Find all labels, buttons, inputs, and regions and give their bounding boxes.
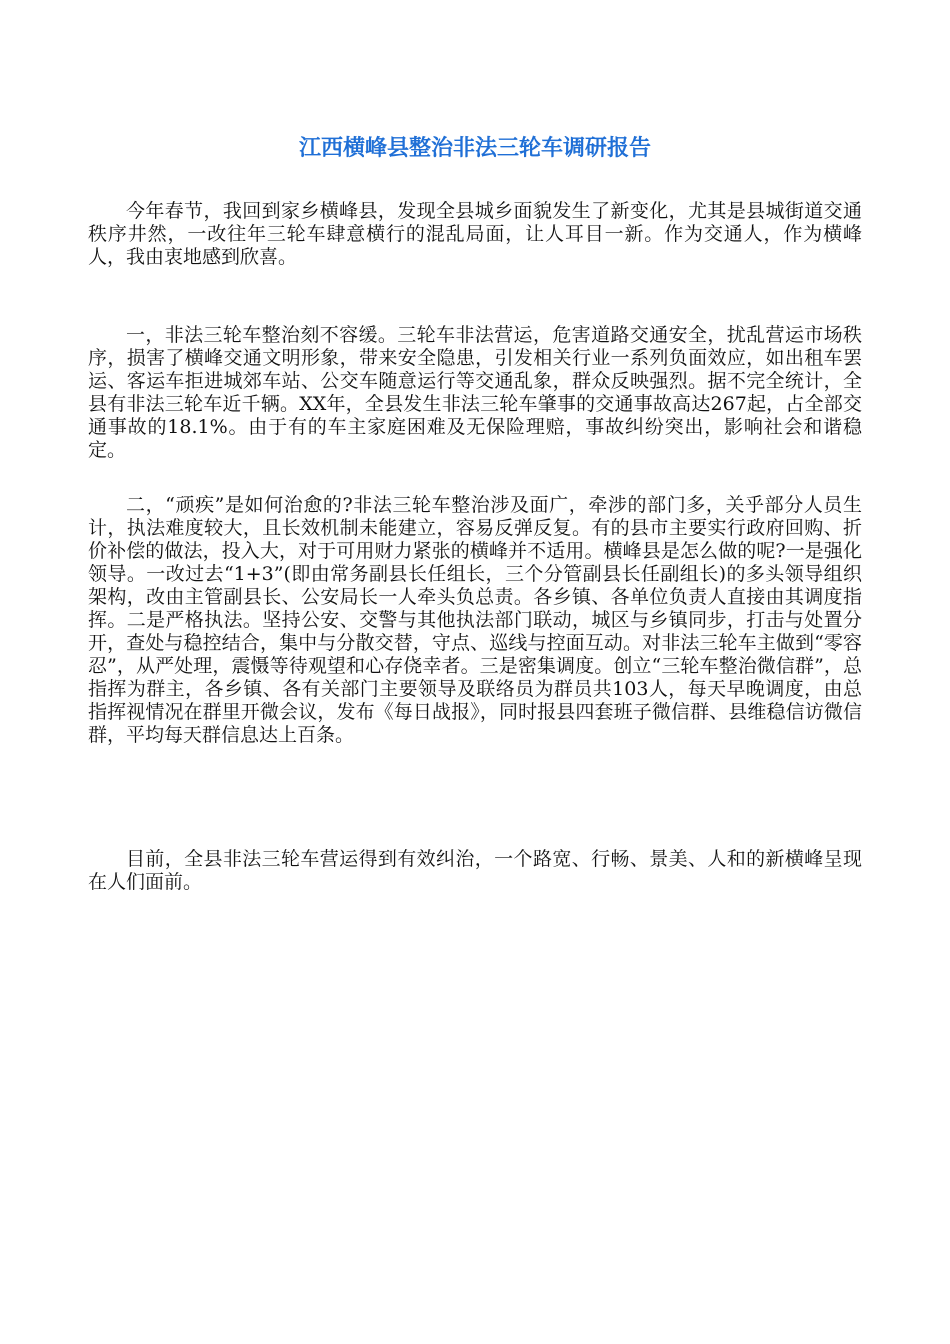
paragraph-intro: 今年春节，我回到家乡横峰县，发现全县城乡面貌发生了新变化，尤其是县城街道交通秩序井然，一改往年三轮车肆意横行的混乱局面，让人耳目一新。作为交通人，作为横峰人，我由衷地感到欣喜。 xyxy=(88,200,862,268)
paragraph-section-two: 二，“顽疾”是如何治愈的?非法三轮车整治涉及面广，牵涉的部门多，关乎部分人员生计，执法难度较大，且长效机制未能建立，容易反弹反复。有的县市主要实行政府回购、折价补偿的做法，投入大，对于可用财力紧张的横峰并不适用。横峰县是怎么做的呢?一是强化领导。一改过去“1+3”(即由常务副县长任组长，三个分管副县长任副组长)的多头领导组织架构，改由主管副县长、公安局长一人牵头负总责。各乡镇、各单位负责人直接由其调度指挥。二是严格执法。坚持公安、交警与其他执法部门联动，城区与乡镇同步，打击与处置分开，查处与稳控结合，集中与分散交替，守点、巡线与控面互动。对非法三轮车主做到“零容忍”，从严处理，震慑等待观望和心存侥幸者。三是密集调度。创立“三轮车整治微信群”，总指挥为群主，各乡镇、各有关部门主要领导及联络员为群员共103人，每天早晚调度，由总指挥视情况在群里开微会议，发布《每日战报》，同时报县四套班子微信群、县维稳信访微信群，平均每天群信息达上百条。 xyxy=(88,494,862,746)
paragraph-conclusion: 目前，全县非法三轮车营运得到有效纠治，一个路宽、行畅、景美、人和的新横峰呈现在人们面前。 xyxy=(88,848,862,893)
paragraph-section-one: 一，非法三轮车整治刻不容缓。三轮车非法营运，危害道路交通安全，扰乱营运市场秩序，损害了横峰交通文明形象，带来安全隐患，引发相关行业一系列负面效应，如出租车罢运、客运车拒进城郊车站、公交车随意运行等交通乱象，群众反映强烈。据不完全统计，全县有非法三轮车近千辆。XX年，全县发生非法三轮车肇事的交通事故高达267起，占全部交通事故的18.1%。由于有的车主家庭困难及无保险理赔，事故纠纷突出，影响社会和谐稳定。 xyxy=(88,324,862,461)
document-title: 江西横峰县整治非法三轮车调研报告 xyxy=(298,136,651,161)
